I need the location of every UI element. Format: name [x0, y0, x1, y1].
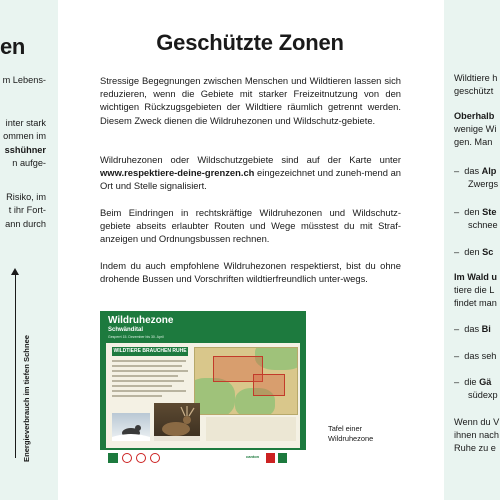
right-text-line: gen. Man	[454, 137, 493, 147]
wildruhezone-sign-image	[100, 311, 306, 467]
left-text-line: t ihr Fort-	[8, 205, 46, 216]
no-entry-icon	[122, 453, 132, 463]
left-text-line: Risiko, im	[6, 192, 46, 202]
left-text-line: m Lebens-	[2, 75, 46, 85]
left-text-line: n aufge-	[12, 158, 46, 169]
right-bullet-continuation: südexp	[468, 390, 498, 400]
sign-map	[194, 347, 298, 415]
right-text-line: geschützt	[454, 86, 494, 96]
page-title: Geschützte Zonen	[156, 30, 344, 55]
image-caption	[328, 424, 373, 444]
right-text-line: ihnen nach	[454, 430, 499, 440]
paragraph-text: Wildruhezonen oder Wildschutzgebiete sind auf der Karte unter	[100, 154, 401, 165]
energy-axis-label: Energieverbrauch im tiefen Schnee	[22, 334, 31, 462]
right-text-line: Wildtiere h	[454, 73, 498, 83]
left-text-line: ann durch	[5, 218, 46, 229]
right-panel	[444, 0, 500, 500]
sign-board	[106, 343, 300, 448]
right-text-line: Oberhalb	[454, 111, 495, 121]
paragraph-map-reference	[100, 153, 401, 193]
left-paragraph-2	[0, 117, 46, 171]
caption-line: Wildruhezone	[328, 434, 374, 443]
hiker-icon	[108, 453, 118, 463]
paragraph-intro: Stressige Begegnungen zwischen Menschen und Wildtieren lassen sich reduzieren, wenn die Gebiete mit starker Freizeitnutzung von den wichtigen Rückzugsgebieten der Wildtiere räumlich getrennt werden. Diesem Zweck dienen die Wildruhezonen und Wildschutz-gebiete.	[100, 75, 401, 126]
right-bullet-continuation: Zwergs	[468, 179, 499, 189]
left-paragraph-1	[0, 74, 46, 87]
sign-title: Wildruhezone	[108, 315, 174, 326]
right-bullet: – das Bi	[454, 324, 491, 334]
right-bullet-continuation: schnee	[468, 220, 498, 230]
right-text-line: Ruhe zu e	[454, 443, 496, 453]
paragraph-text: eingezeichnet und zuneh-mend an Ort und Stelle signalisiert.	[100, 167, 401, 192]
right-bullet: – die Gä	[454, 377, 492, 387]
energy-axis-line	[15, 270, 16, 458]
caption-line: Tafel einer	[328, 424, 363, 433]
right-bullet: – den Sc	[454, 247, 494, 257]
paragraph-penalties: Beim Eindringen in rechtskräftige Wildruhezonen und Wildschutz-gebiete abseits erlaubter Routen und Wege müsstest du mit Straf-anzeigen und Ordnungsbussen rechnen.	[100, 207, 401, 245]
left-text-line: sshühner	[4, 144, 46, 155]
right-text-line: wenige Wi	[454, 124, 497, 134]
sign-info-area	[206, 417, 296, 441]
sign-text-block	[112, 360, 190, 400]
right-text-line: Wenn du V	[454, 417, 500, 427]
left-text-line: inter stark	[5, 118, 46, 128]
left-paragraph-3	[0, 191, 46, 231]
left-page-title: en	[0, 34, 26, 59]
no-dogs-icon	[136, 453, 146, 463]
right-text-line: tiere die L	[454, 285, 495, 295]
sign-footer	[100, 450, 306, 467]
right-bullet: – den Ste	[454, 207, 497, 217]
no-skiing-icon	[150, 453, 160, 463]
left-panel	[0, 0, 58, 500]
paragraph-recommendation: Indem du auch empfohlene Wildruhezonen respektierst, bist du ohne drohende Bussen und Vorschriften wildtierfreundlich unter-wegs.	[100, 260, 401, 285]
canton-logo: canton	[246, 454, 260, 459]
sign-subtitle: Schwändital	[108, 327, 144, 333]
canton-flag-icon	[278, 453, 287, 463]
right-text-line: Im Wald u	[454, 272, 498, 282]
sign-dates: Gesperrt 15. Dezember bis 30. April	[108, 335, 164, 339]
arrow-up-icon	[11, 268, 19, 275]
right-bullet: – das seh	[454, 351, 497, 361]
sign-photo-grouse	[112, 413, 150, 441]
website-link[interactable]: www.respektiere-deine-grenzen.ch	[100, 167, 255, 179]
sign-banner: WILDTIERE BRAUCHEN RUHE	[113, 348, 187, 354]
left-text-line: ommen im	[3, 131, 46, 142]
right-text-line: findet man	[454, 298, 497, 308]
right-bullet: – das Alp	[454, 166, 497, 176]
swiss-flag-icon	[266, 453, 275, 463]
sign-photo-deer	[154, 403, 200, 441]
